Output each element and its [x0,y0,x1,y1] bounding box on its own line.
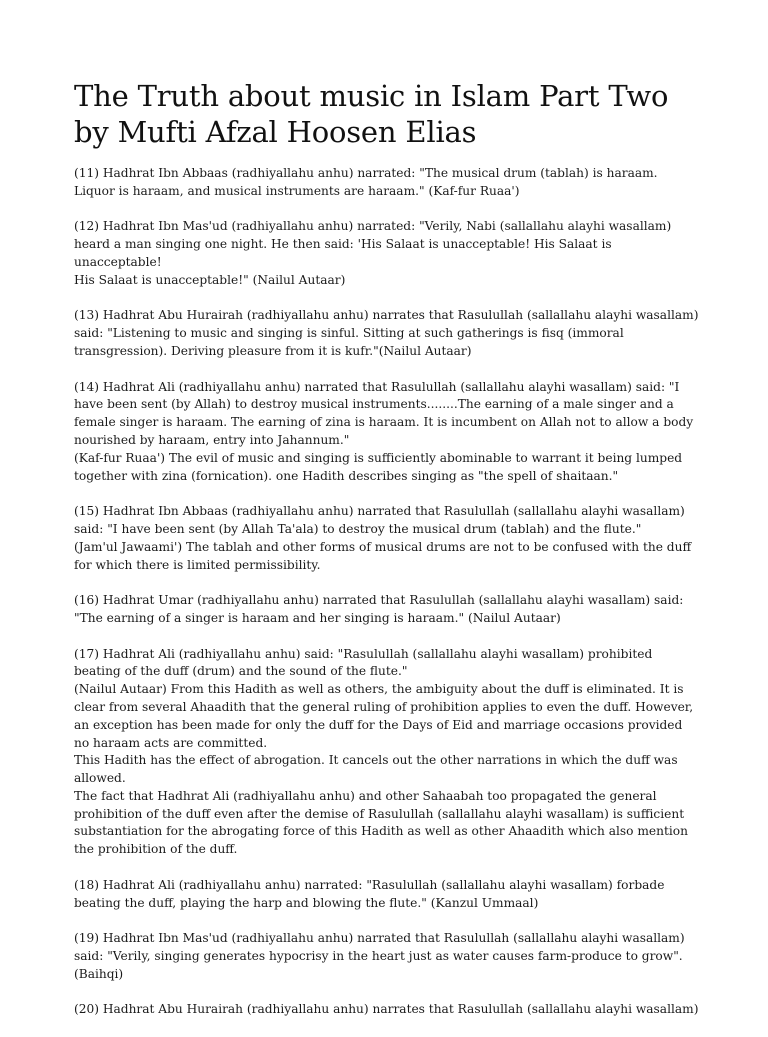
paragraph-12: (12) Hadhrat Ibn Mas'ud (radhiyallahu anhu) narrated: "Verily, Nabi (sallallahu alayhi wasallam) heard a man singing one night. He then said: 'His Salaat is unacceptable! His Salaat is unacceptable! His Salaat is unacceptable!" (Nailul Autaar) [74,219,672,287]
document-page [74,78,700,1037]
paragraph-17: (17) Hadhrat Ali (radhiyallahu anhu) said: "Rasulullah (sallallahu alayhi wasallam) prohibited beating of the duff (drum) and the sound of the flute." (Nailul Autaar) From this Hadith as well as others, the ambiguity about the duff is eliminated. It is clear from several Ahaadith that the general ruling of prohibition applies to even the duff. However, an exception has been made for only the duff for the Days of Eid and marriage occasions provided no haraam acts are committed. This Hadith has the effect of abrogation. It cancels out the other narrations in which the duff was allowed. The fact that Hadhrat Ali (radhiyallahu anhu) and other Sahaabah too propagated the general prohibition of the duff even after the demise of Rasulullah (sallallahu alayhi wasallam) is sufficient substantiation for the abrogating force of this Hadith as well as other Ahaadith which also mention the prohibition of the duff. [74,646,694,857]
paragraph-20: (20) Hadhrat Abu Hurairah (radhiyallahu anhu) narrates that Rasulullah (sallallahu alayhi wasallam) [74,1002,699,1017]
paragraph-18: (18) Hadhrat Ali (radhiyallahu anhu) narrated: "Rasulullah (sallallahu alayhi wasallam) forbade beating the duff, playing the harp and blowing the flute." (Kanzul Ummaal) [74,877,665,910]
paragraph-16: (16) Hadhrat Umar (radhiyallahu anhu) narrated that Rasulullah (sallallahu alayhi wasallam) said: "The earning of a singer is haraam and her singing is haraam." (Nailul Autaar) [74,593,684,625]
paragraph-14: (14) Hadhrat Ali (radhiyallahu anhu) narrated that Rasulullah (sallallahu alayhi wasallam) said: "I have been sent (by Allah) to destroy musical instruments........The earning of a male singer and a female singer is haraam. The earning of zina is haraam. It is incumbent on Allah not to allow a body nourished by haraam, entry into Jahannum." (Kaf-fur Ruaa') The evil of music and singing is sufficiently abominable to warrant it being lumped together with zina (fornication). one Hadith describes singing as "the spell of shaitaan." [74,379,694,483]
paragraph-15: (15) Hadhrat Ibn Abbaas (radhiyallahu anhu) narrated that Rasulullah (sallallahu alayhi wasallam) said: "I have been sent (by Allah Ta'ala) to destroy the musical drum (tablah) and the flute." (Jam'ul Jawaami') The tablah and other forms of musical drums are not to be confused with the duff for which there is limited permissibility. [74,504,692,572]
paragraph-11: (11) Hadhrat Ibn Abbaas (radhiyallahu anhu) narrated: "The musical drum (tablah) is haraam. Liquor is haraam, and musical instruments are haraam." (Kaf-fur Ruaa') [74,166,658,198]
paragraph-19: (19) Hadhrat Ibn Mas'ud (radhiyallahu anhu) narrated that Rasulullah (sallallahu alayhi wasallam) said: "Verily, singing generates hypocrisy in the heart just as water causes farm-produce to grow". (Baihqi) [74,931,685,981]
paragraph-13: (13) Hadhrat Abu Hurairah (radhiyallahu anhu) narrates that Rasulullah (sallallahu alayhi wasallam) said: "Listening to music and singing is sinful. Sitting at such gatherings is fisq (immoral transgression). Deriving pleasure from it is kufr."(Nailul Autaar) [74,308,699,358]
document-title: The Truth about music in Islam Part Two by Mufti Afzal Hoosen Elias [74,79,669,149]
